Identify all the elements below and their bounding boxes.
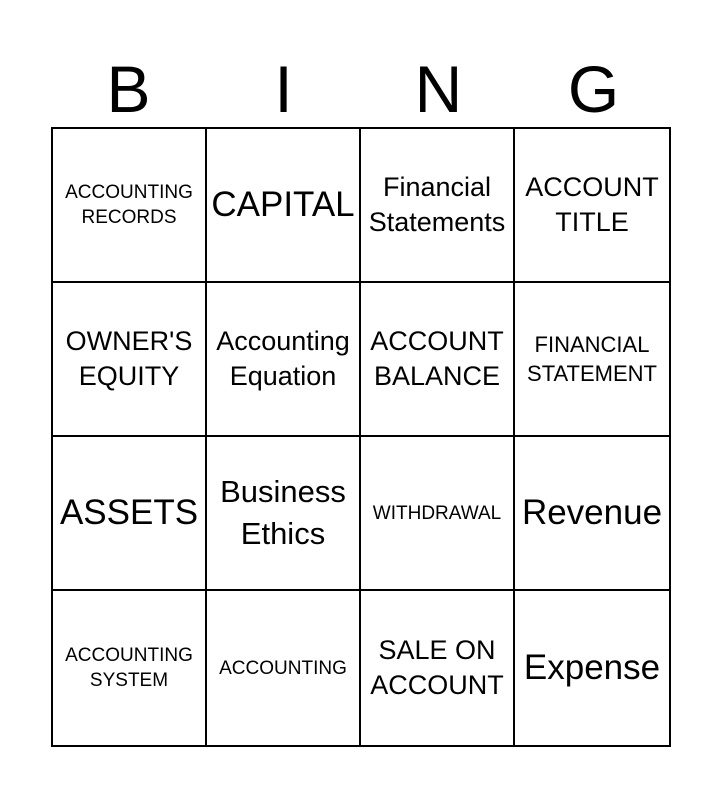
cell-text-line: WITHDRAWAL bbox=[372, 502, 502, 524]
cell-text-line: ACCOUNT bbox=[525, 172, 659, 202]
cell-text-line: Statements bbox=[368, 207, 506, 237]
cell-text-line: SALE ON bbox=[378, 635, 496, 665]
cell-text-line: Accounting bbox=[216, 326, 350, 356]
cell-text-line: FINANCIAL bbox=[534, 332, 650, 357]
header-letter-g: G bbox=[567, 52, 620, 126]
cell-text-line: OWNER'S bbox=[65, 326, 193, 356]
cell-text-line: RECORDS bbox=[81, 207, 177, 228]
cell-text-line: ACCOUNT bbox=[370, 326, 504, 356]
bingo-cell[interactable] bbox=[361, 283, 515, 437]
bingo-cell[interactable] bbox=[207, 129, 361, 283]
cell-text-line: Equation bbox=[229, 361, 337, 391]
bingo-cell[interactable] bbox=[207, 591, 361, 745]
cell-text-line: ASSETS bbox=[59, 493, 199, 532]
cell-text-line: EQUITY bbox=[78, 361, 180, 391]
cell-text-line: TITLE bbox=[555, 207, 629, 237]
bingo-cell[interactable] bbox=[207, 283, 361, 437]
bingo-cell[interactable] bbox=[53, 283, 207, 437]
header-letter-n: N bbox=[414, 52, 463, 126]
header-letter-i: I bbox=[274, 52, 293, 126]
bingo-header bbox=[51, 50, 671, 128]
cell-text-line: Financial bbox=[382, 172, 492, 202]
cell-text-line: BALANCE bbox=[373, 361, 501, 391]
bingo-cell[interactable] bbox=[515, 437, 669, 591]
cell-text-line: Revenue bbox=[521, 493, 663, 532]
cell-text-line: Expense bbox=[523, 648, 661, 687]
cell-text-line: STATEMENT bbox=[527, 361, 657, 386]
cell-text-line: ACCOUNTING bbox=[219, 657, 347, 679]
bingo-cell[interactable] bbox=[515, 283, 669, 437]
bingo-cell[interactable] bbox=[53, 437, 207, 591]
bingo-cell[interactable] bbox=[207, 437, 361, 591]
bingo-board bbox=[51, 127, 671, 747]
bingo-cell[interactable] bbox=[515, 591, 669, 745]
cell-text-line: CAPITAL bbox=[211, 185, 355, 224]
cell-text-line: ACCOUNTING bbox=[65, 645, 193, 666]
bingo-cell[interactable] bbox=[53, 129, 207, 283]
cell-text-line: Ethics bbox=[240, 516, 326, 551]
header-letter-b: B bbox=[106, 52, 151, 126]
cell-text-line: Business bbox=[220, 474, 346, 509]
bingo-cell[interactable] bbox=[53, 591, 207, 745]
bingo-cell[interactable] bbox=[361, 591, 515, 745]
bingo-cell[interactable] bbox=[515, 129, 669, 283]
cell-text-line: ACCOUNTING bbox=[65, 182, 193, 203]
bingo-cell[interactable] bbox=[361, 129, 515, 283]
cell-text-line: ACCOUNT bbox=[370, 670, 504, 700]
cell-text-line: SYSTEM bbox=[89, 670, 169, 691]
bingo-cell[interactable] bbox=[361, 437, 515, 591]
